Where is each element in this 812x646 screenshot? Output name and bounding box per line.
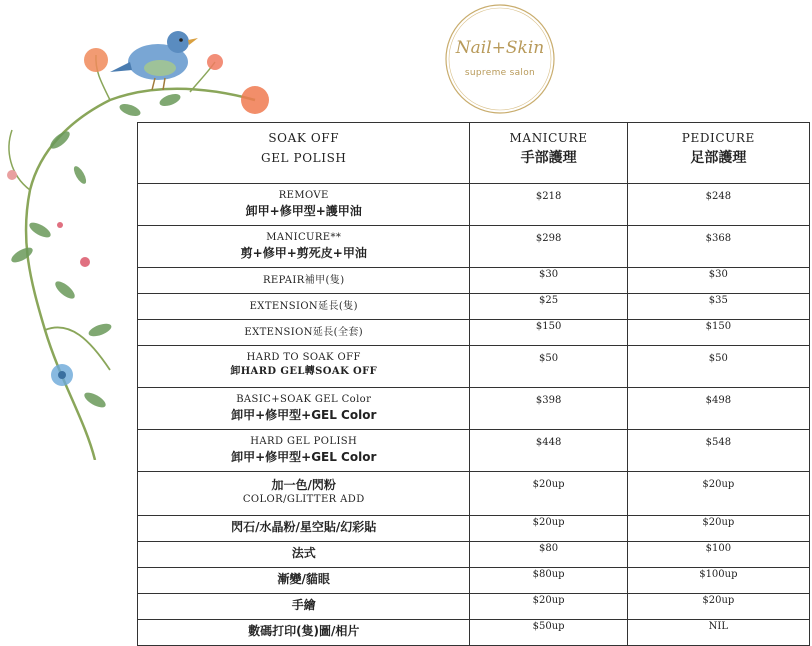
pedicure-price: $35 (708, 295, 728, 306)
manicure-price: $448 (535, 437, 562, 448)
header-pedicure (627, 123, 809, 184)
table-header-row (138, 123, 810, 184)
table-row (138, 268, 810, 294)
logo-script-text: Nail+Skin (455, 38, 545, 58)
header-service-line1: SOAK OFF (268, 131, 340, 145)
manicure-price: $80 (539, 543, 559, 554)
manicure-price: $150 (535, 321, 562, 332)
table-row (138, 594, 810, 620)
salon-logo (443, 2, 557, 116)
pedicure-price: $498 (705, 395, 732, 406)
service-detail: 卸HARD GEL轉SOAK OFF (230, 366, 378, 377)
table-row (138, 568, 810, 594)
logo-ring-icon (443, 2, 557, 116)
manicure-price: $20up (532, 595, 565, 606)
service-name: 漸變/貓眼 (277, 572, 330, 586)
pedicure-price: $248 (705, 191, 732, 202)
header-service (138, 123, 470, 184)
table-row (138, 294, 810, 320)
logo-tagline: supreme salon (464, 68, 536, 78)
service-detail: 卸甲+修甲型+GEL Color (231, 408, 377, 422)
service-detail: 剪+修甲+剪死皮+甲油 (240, 246, 367, 260)
table-row (138, 516, 810, 542)
service-detail: 卸甲+修甲型+GEL Color (231, 450, 377, 464)
service-name: MANICURE** (266, 232, 342, 243)
pedicure-price: $100 (705, 543, 732, 554)
service-name: 閃石/水晶粉/星空貼/幻彩貼 (231, 520, 377, 534)
service-detail: COLOR/GLITTER ADD (242, 494, 365, 505)
manicure-price: $218 (535, 191, 562, 202)
pedicure-price: $50 (708, 353, 728, 364)
pedicure-price: $30 (708, 269, 728, 280)
header-manicure-zh: 手部護理 (520, 150, 577, 166)
manicure-price: $50 (539, 353, 559, 364)
manicure-price: $80up (532, 569, 565, 580)
price-table (137, 122, 810, 646)
service-name: HARD TO SOAK OFF (246, 352, 361, 363)
service-name: 數碼打印(隻)圖/相片 (248, 624, 360, 638)
service-name: 加一色/閃粉 (271, 478, 336, 492)
service-name: EXTENSION延長(隻) (249, 301, 358, 312)
header-manicure-en: MANICURE (509, 131, 588, 145)
manicure-price: $30 (539, 269, 559, 280)
manicure-price: $398 (535, 395, 562, 406)
service-name: REMOVE (278, 190, 329, 201)
service-name: HARD GEL POLISH (250, 436, 358, 447)
service-name: REPAIR補甲(隻) (262, 275, 345, 286)
table-row (138, 320, 810, 346)
pedicure-price: $20up (702, 479, 735, 490)
manicure-price: $50up (532, 621, 565, 632)
table-row (138, 184, 810, 226)
table-row (138, 388, 810, 430)
service-name: 法式 (291, 546, 316, 560)
pedicure-price: $150 (705, 321, 732, 332)
pedicure-price: $100up (699, 569, 738, 580)
service-detail: 卸甲+修甲型+護甲油 (245, 204, 362, 218)
manicure-price: $20up (532, 479, 565, 490)
header-service-line2: GEL POLISH (261, 151, 347, 165)
pedicure-price: $20up (702, 517, 735, 528)
pedicure-price: $548 (705, 437, 732, 448)
service-name: 手繪 (291, 598, 316, 612)
table-row (138, 542, 810, 568)
pedicure-price: $368 (705, 233, 732, 244)
pedicure-price: NIL (708, 621, 729, 632)
service-name: EXTENSION延長(全套) (244, 327, 364, 338)
manicure-price: $20up (532, 517, 565, 528)
header-pedicure-en: PEDICURE (681, 131, 755, 145)
service-name: BASIC+SOAK GEL Color (236, 394, 372, 405)
table-row (138, 430, 810, 472)
header-pedicure-zh: 足部護理 (690, 150, 747, 166)
table-row (138, 226, 810, 268)
header-manicure (470, 123, 627, 184)
manicure-price: $298 (535, 233, 562, 244)
manicure-price: $25 (539, 295, 559, 306)
table-row (138, 620, 810, 646)
table-row (138, 472, 810, 516)
pedicure-price: $20up (702, 595, 735, 606)
table-row (138, 346, 810, 388)
